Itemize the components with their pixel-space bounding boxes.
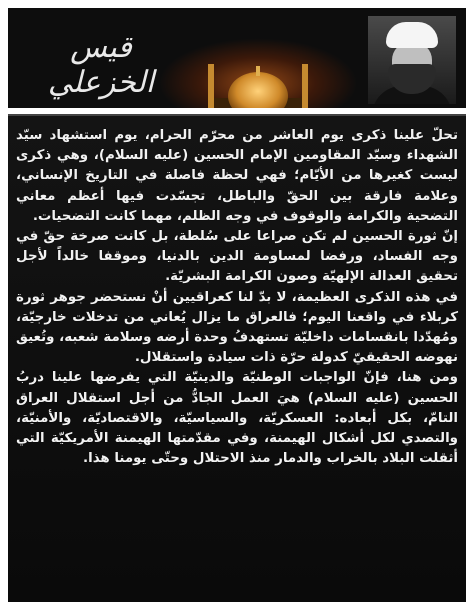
header-banner <box>8 8 466 108</box>
paragraph-3: في هذه الذكرى العظيمة، لا بدّ لنا كعراقيين أنْ نستحضر جوهر ثورة كربلاء في واقعنا اليوم؛ فالعراق ما يزال يُعاني من تدخلات خارجيّة، ومُهدّدا بانقسامات داخليّة تستهدفُ وحدة أرضه وسلامة شعبه، وتُعيق نهوضه الحقيقيّ كدولة حرّة ذات سيادة واستقلال. <box>16 289 458 366</box>
shrine-dome-image <box>203 58 313 108</box>
paragraph-2: إنّ ثورة الحسين لم تكن صراعا على سُلطة، بل كانت صرخة حقّ في وجه الفساد، ورفضا لمساومة الدين بالدنيا، وموقفا خالداً لأجل تحقيق العدالة الإلهيّة وصون الكرامة البشريّة. <box>16 229 458 285</box>
paragraph-4: ومن هنا، فإنّ الواجبات الوطنيّة والدينيّة التي يفرضها علينا دربُ الحسين (عليه السلام) هيَ العمل الجادُّ من أجل استقلال العراق التامّ، بكل أبعاده: العسكريّة، والسياسيّة، والاقتصاديّة، والأمنيّة، والتصدي لكل أشكال الهيمنة، وفي مقدّمتها الهيمنة الأمريكيّة التي أثقلت البلاد بالخراب والدمار منذ الاحتلال وحتّى يومنا هذا. <box>16 370 458 467</box>
portrait-turban <box>386 22 438 48</box>
portrait-photo <box>368 16 456 104</box>
name-calligraphy: قيس الخزعلي <box>47 30 155 100</box>
paragraph-1: تحلّ علينا ذكرى يوم العاشر من محرّم الحرام، يوم استشهاد سيّد الشهداء وسيّد المقاومين الإمام الحسين (عليه السلام)، وهي ذكرى ليست كغيرها من الأيّام؛ فهي لحظة فاصلة في التاريخ الإنساني، وعلامة فارقة بين الحقّ والباطل، تجسّدت فيها أعظم معاني التضحية والكرامة والوقوف في وجه الظلم، مهما كانت التضحيات. <box>16 128 458 224</box>
statement-text-panel <box>8 114 466 602</box>
